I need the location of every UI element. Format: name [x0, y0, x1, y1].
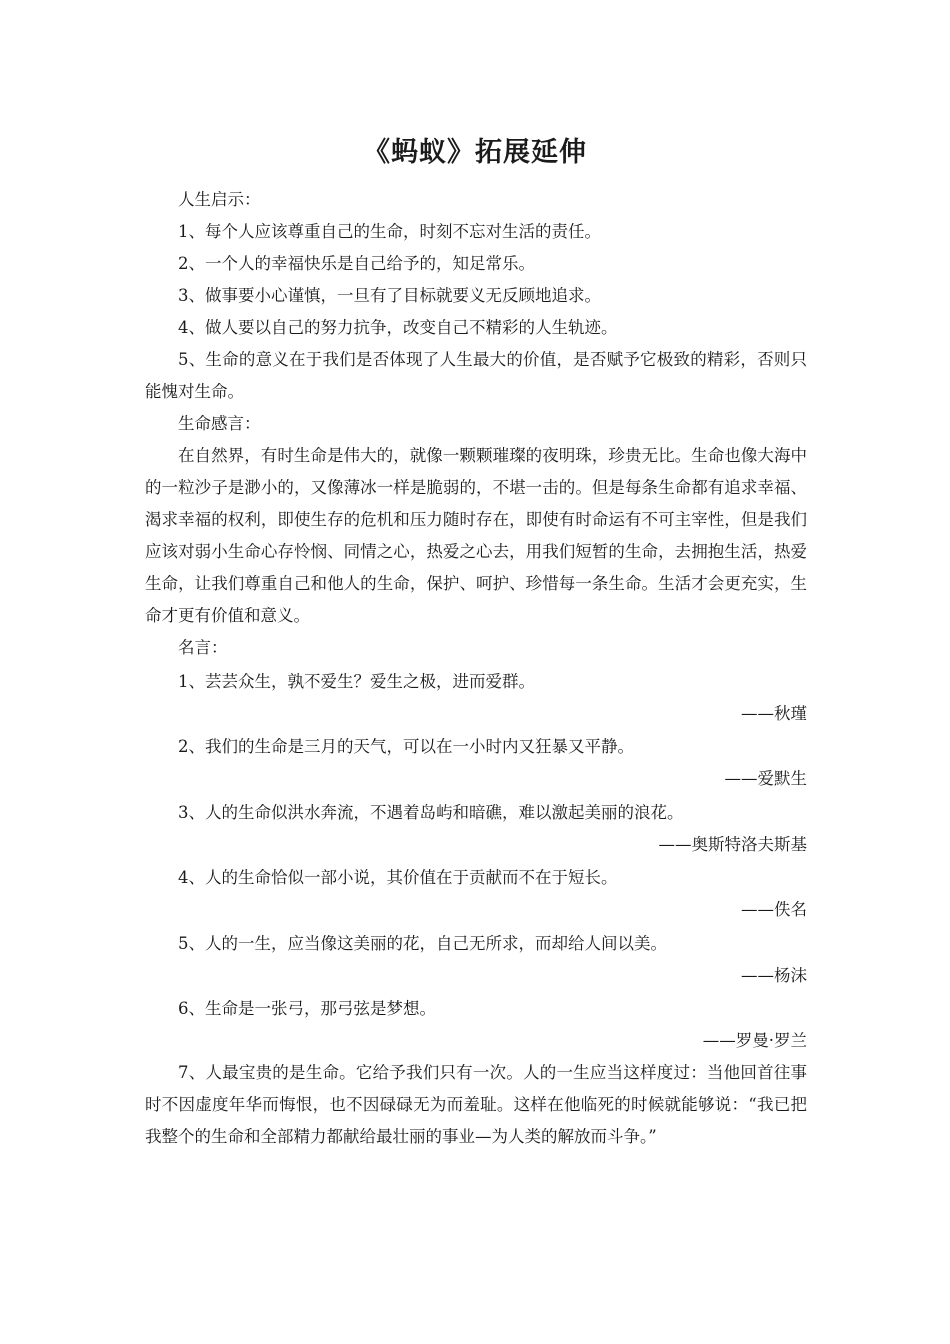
- life-insight-item: 2、一个人的幸福快乐是自己给予的，知足常乐。: [178, 254, 535, 273]
- quote-author: ——罗曼·罗兰: [702, 1031, 807, 1050]
- life-insight-item: 5、生命的意义在于我们是否体现了人生最大的价值，是否赋予它极致的精彩，否则只能愧对生命。: [145, 350, 807, 401]
- life-reflection-heading: 生命感言：: [178, 414, 261, 433]
- document-body: [145, 184, 807, 1153]
- quote-text: 1、芸芸众生，孰不爱生？爱生之极，进而爱群。: [178, 671, 535, 691]
- quote-text: 3、人的生命似洪水奔流，不遇着岛屿和暗礁，难以激起美丽的浪花。: [178, 802, 684, 822]
- page-title: 《蚂蚁》拓展延伸: [363, 137, 587, 168]
- quote-text: 4、人的生命恰似一部小说，其价值在于贡献而不在于短长。: [178, 868, 618, 887]
- life-insight-item: 4、做人要以自己的努力抗争，改变自己不精彩的人生轨迹。: [178, 318, 618, 337]
- quote-author: ——杨沫: [741, 965, 807, 985]
- quote-author: ——佚名: [741, 900, 807, 919]
- quote-author: ——奥斯特洛夫斯基: [658, 834, 807, 854]
- life-insight-heading: 人生启示：: [178, 190, 261, 209]
- quote-author: ——秋瑾: [741, 703, 807, 723]
- life-reflection-paragraph: 在自然界，有时生命是伟大的，就像一颗颗璀璨的夜明珠，珍贵无比。生命也像大海中的一粒沙子是渺小的，又像薄冰一样是脆弱的，不堪一击的。但是每条生命都有追求幸福、渴求幸福的权利，即使生存的危机和压力随时存在，即使有时命运有不可主宰性，但是我们应该对弱小生命心存怜悯、同情之心，热爱之心去，用我们短暂的生命，去拥抱生活，热爱生命，让我们尊重自己和他人的生命，保护、呵护、珍惜每一条生命。生活才会更充实，生命才更有价值和意义。: [145, 446, 807, 625]
- quote-final: 7、人最宝贵的是生命。它给予我们只有一次。人的一生应当这样度过：当他回首往事时不因虚度年华而悔恨，也不因碌碌无为而羞耻。这样在他临死的时候就能够说：“我已把我整个的生命和全部精力都献给最壮丽的事业—为人类的解放而斗争。”: [145, 1063, 807, 1146]
- quote-author: ——爱默生: [724, 769, 807, 788]
- life-insight-item: 1、每个人应该尊重自己的生命，时刻不忘对生活的责任。: [178, 222, 601, 241]
- quotes-heading: 名言：: [178, 638, 228, 657]
- quote-text: 6、生命是一张弓，那弓弦是梦想。: [178, 999, 436, 1018]
- quote-text: 5、人的一生，应当像这美丽的花，自己无所求，而却给人间以美。: [178, 933, 667, 953]
- quote-text: 2、我们的生命是三月的天气，可以在一小时内又狂暴又平静。: [178, 737, 634, 756]
- life-insight-item: 3、做事要小心谨慎，一旦有了目标就要义无反顾地追求。: [178, 286, 601, 305]
